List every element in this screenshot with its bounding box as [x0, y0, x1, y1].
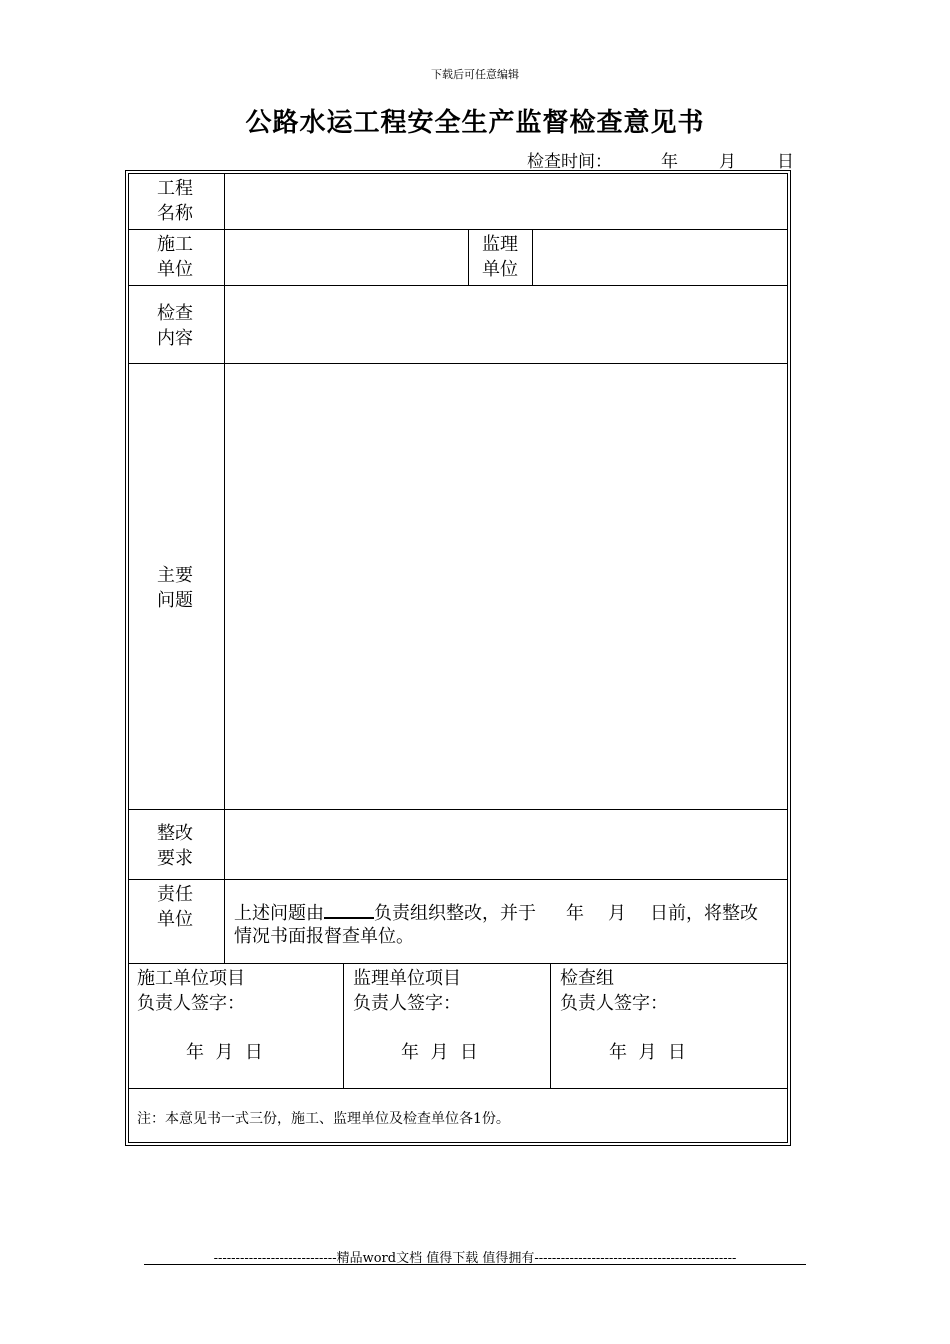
supervision-signature-date: 年 月 日 [401, 1042, 478, 1063]
footer-rule [144, 1264, 806, 1265]
row-divider [129, 963, 787, 964]
row-divider [129, 809, 787, 810]
inspection-time-label: 检查时间： [527, 152, 612, 172]
supervision-signature-label: 负责人签字： [353, 993, 461, 1014]
top-note: 下载后可任意编辑 [431, 68, 519, 81]
cell-divider [468, 229, 469, 285]
row-divider [129, 879, 787, 880]
inspection-team-signature-title: 检查组 [560, 968, 614, 989]
label-column-divider [224, 174, 225, 963]
inspection-team-signature-date: 年 月 日 [609, 1042, 686, 1063]
responsible-blank [324, 899, 374, 919]
row-divider [129, 229, 787, 230]
form-note: 注：本意见书一式三份，施工、监理单位及检查单位各1份。 [137, 1111, 510, 1127]
project-name-label: 工程名称 [157, 178, 193, 224]
inspection-content-label: 检查内容 [157, 303, 193, 349]
signature-divider [550, 963, 551, 1088]
month-label: 月 [719, 152, 736, 172]
footer-text: ----------------------------精品word文档 值得下载 值得拥有---------------------------------------------- [213, 1251, 737, 1266]
main-issues-label: 主要问题 [157, 565, 193, 611]
cell-divider [532, 229, 533, 285]
responsible-statement: 上述问题由 负责组织整改，并于 年 月 日前，将整改 [234, 899, 758, 926]
rectification-label: 整改要求 [157, 823, 193, 869]
construction-signature-title: 施工单位项目 [137, 968, 245, 989]
inspection-team-signature-label: 负责人签字： [560, 993, 668, 1014]
year-label: 年 [661, 152, 678, 172]
row-divider [129, 363, 787, 364]
construction-signature-label: 负责人签字： [137, 993, 245, 1014]
signature-divider [343, 963, 344, 1088]
day-label: 日 [777, 152, 794, 172]
responsible-statement-line2: 情况书面报督查单位。 [234, 926, 414, 947]
row-divider [129, 1088, 787, 1089]
construction-signature-date: 年 月 日 [186, 1042, 263, 1063]
supervision-signature-title: 监理单位项目 [353, 968, 461, 989]
supervision-unit-label: 监理单位 [482, 234, 518, 280]
form-inner-frame [128, 173, 788, 1143]
responsible-unit-label: 责任单位 [157, 884, 193, 930]
row-divider [129, 285, 787, 286]
document-title: 公路水运工程安全生产监督检查意见书 [245, 108, 705, 138]
inspection-date-line [527, 147, 795, 172]
construction-unit-label: 施工单位 [157, 234, 193, 280]
inspection-form [125, 170, 791, 1146]
